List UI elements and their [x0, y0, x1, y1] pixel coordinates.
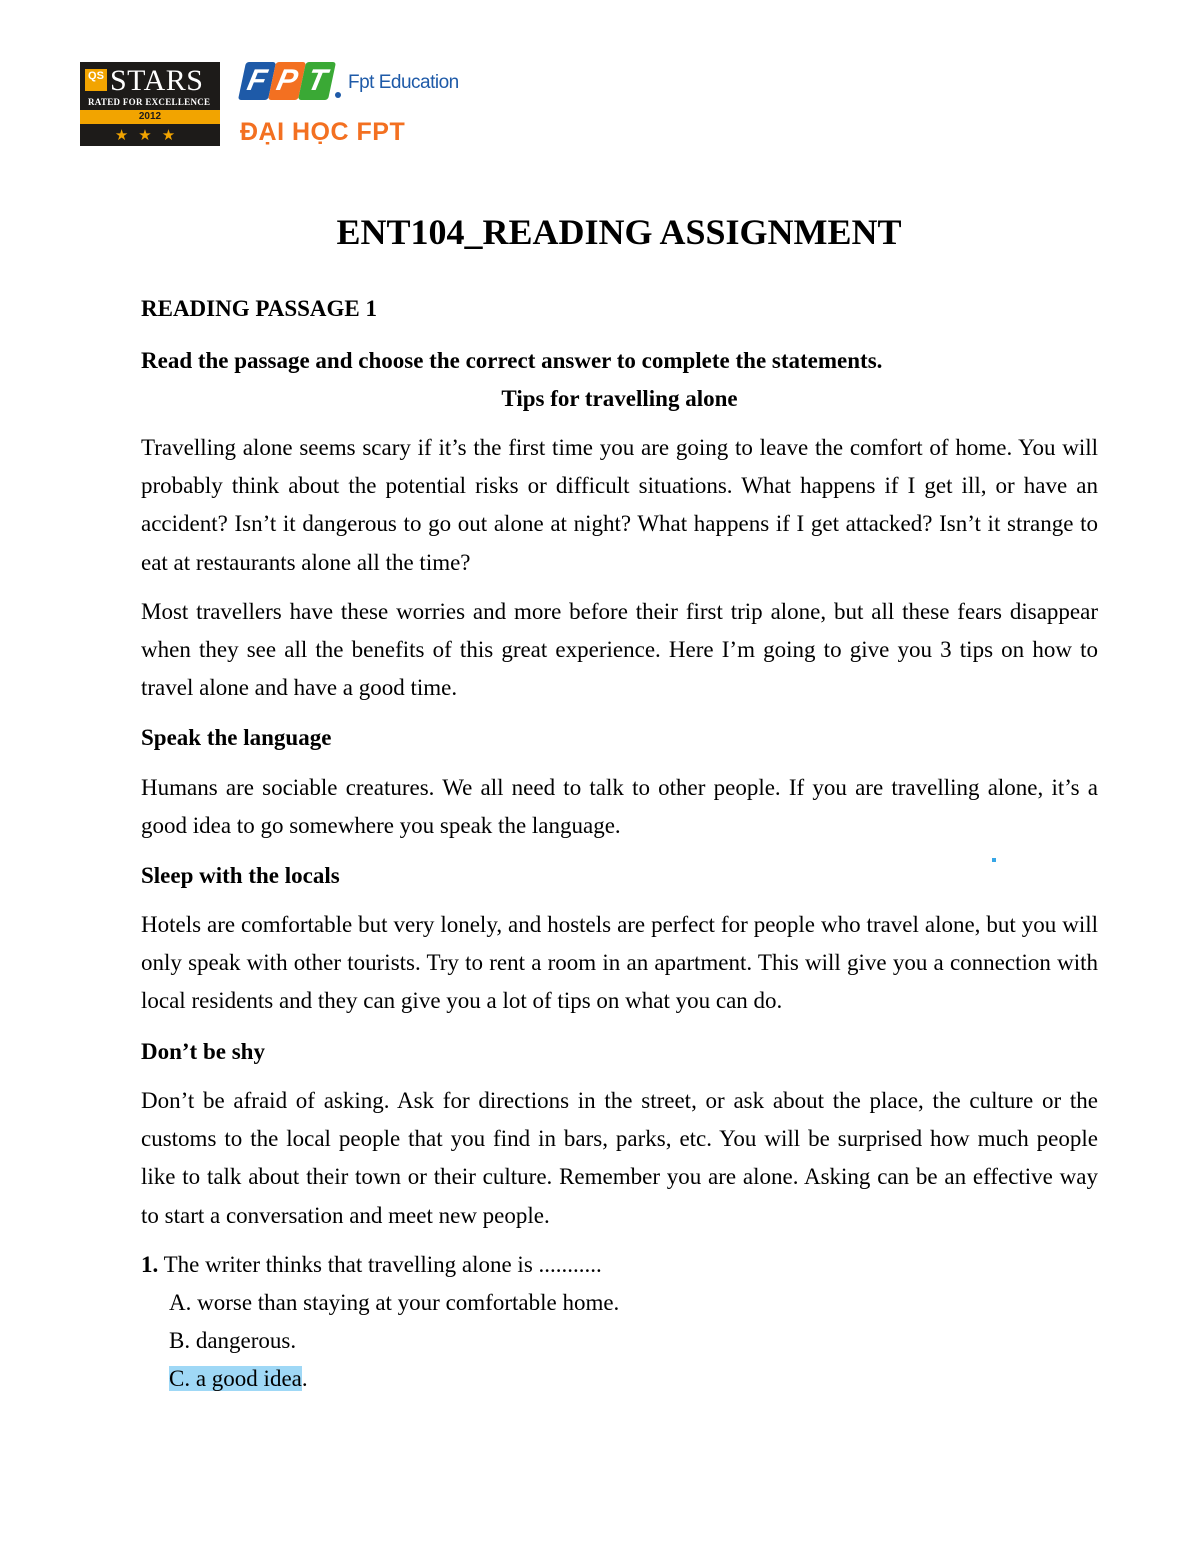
option-b: B. dangerous.: [169, 1328, 297, 1353]
section-text-speak: Humans are sociable creatures. We all need to talk to other people. If you are travelling alone, it’s a good idea to go somewhere you speak the language.: [141, 775, 1098, 839]
fpt-education-logo: [236, 58, 459, 154]
qs-stars-logo: [80, 62, 220, 146]
qs-badge: QS: [85, 69, 107, 91]
question-number: 1.: [141, 1252, 159, 1277]
passage-heading: READING PASSAGE 1: [141, 296, 377, 321]
fpt-dot-icon: [335, 92, 341, 98]
fpt-block-t: T: [298, 62, 336, 100]
option-c-period: .: [301, 1366, 308, 1391]
paragraph-intro-2: Most travellers have these worries and more before their first trip alone, but all these fears disappear when they see all the benefits of this great experience. Here I’m going to give you 3 tips on how to travel alone and have a good time.: [141, 599, 1098, 701]
stars-logo-word: STARS: [110, 64, 204, 97]
question-1: [141, 1250, 602, 1280]
section-text-sleep: Hotels are comfortable but very lonely, and hostels are perfect for people who travel alone, but you will only speak with other tourists. Try to rent a room in an apartment. This will give you a connection with local residents and they can give you a lot of tips on what you can do.: [141, 912, 1098, 1014]
fpt-block-f: F: [238, 62, 276, 100]
stars-logo-rated: RATED FOR EXCELLENCE: [88, 97, 211, 107]
document-title: ENT104_READING ASSIGNMENT: [336, 212, 902, 252]
highlight-speck: [992, 858, 996, 862]
instruction: Read the passage and choose the correct answer to complete the statements.: [141, 348, 883, 373]
fpt-letter-blocks: [236, 62, 334, 102]
option-a: A. worse than staying at your comfortable home.: [169, 1290, 620, 1315]
fpt-university-text: ĐẠI HỌC FPT: [240, 118, 406, 146]
stars-logo-year: 2012: [80, 110, 220, 124]
section-heading-speak: Speak the language: [141, 725, 332, 750]
option-c: [169, 1364, 308, 1394]
stars-logo-star-icons: ★★★: [114, 126, 186, 144]
fpt-block-p: P: [268, 62, 306, 100]
passage-title: Tips for travelling alone: [501, 386, 738, 411]
section-text-shy: Don’t be afraid of asking. Ask for directions in the street, or ask about the place, the culture or the customs to the local people that you find in bars, parks, etc. You will be surprised how much people like to talk about their town or their culture. Remember you are alone. Asking can be an effective way to start a conversation and meet new people.: [141, 1088, 1098, 1228]
paragraph-intro-1: Travelling alone seems scary if it’s the first time you are going to leave the comfort of home. You will probably think about the potential risks or difficult situations. What happens if I get ill, or have an accident? Isn’t it dangerous to go out alone at night? What happens if I get attacked? Isn’t it strange to eat at restaurants alone all the time?: [141, 435, 1098, 575]
fpt-education-text: Fpt Education: [348, 72, 459, 93]
option-c-highlighted: C. a good idea: [169, 1366, 302, 1391]
section-heading-sleep: Sleep with the locals: [141, 863, 340, 888]
question-stem: The writer thinks that travelling alone is ...........: [163, 1252, 602, 1277]
section-heading-shy: Don’t be shy: [141, 1039, 265, 1064]
